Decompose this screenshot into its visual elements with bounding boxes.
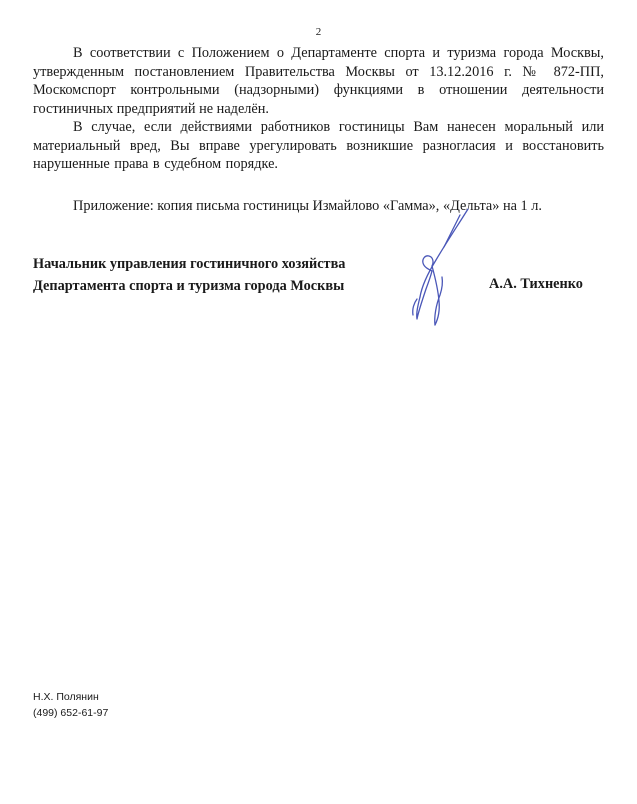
signatory-title xyxy=(33,253,345,297)
executor-name: Н.Х. Полянин xyxy=(33,691,99,703)
paragraph-regulation: В соответствии с Положением о Департаменте спорта и туризма города Москвы, утвержденным постановлением Правительства Москвы от 13.12.2016 г. № 872-ПП, Москомспорт контрольными (надзорными) функциями в отношении деятельности гостиничных предприятий не наделён. xyxy=(33,45,604,117)
executor-phone: (499) 652-61-97 xyxy=(33,707,109,719)
attachment-note: Приложение: копия письма гостиницы Измайлово «Гамма», «Дельта» на 1 л. xyxy=(73,198,542,214)
executor-info xyxy=(33,689,108,721)
page-number: 2 xyxy=(315,26,322,38)
paragraph-court-rights: В случае, если действиями работников гостиницы Вам нанесен моральный или материальный вред, Вы вправе урегулировать возникшие разногласия и восстановить нарушенные права в судебном порядке. xyxy=(33,119,604,172)
letter-body xyxy=(33,44,604,188)
signatory-title-line-2: Департамента спорта и туризма города Москвы xyxy=(33,278,345,294)
signatory-name: А.А. Тихненко xyxy=(489,276,583,292)
handwritten-signature-icon xyxy=(398,205,478,330)
signatory-title-line-1: Начальник управления гостиничного хозяйства xyxy=(33,256,346,272)
